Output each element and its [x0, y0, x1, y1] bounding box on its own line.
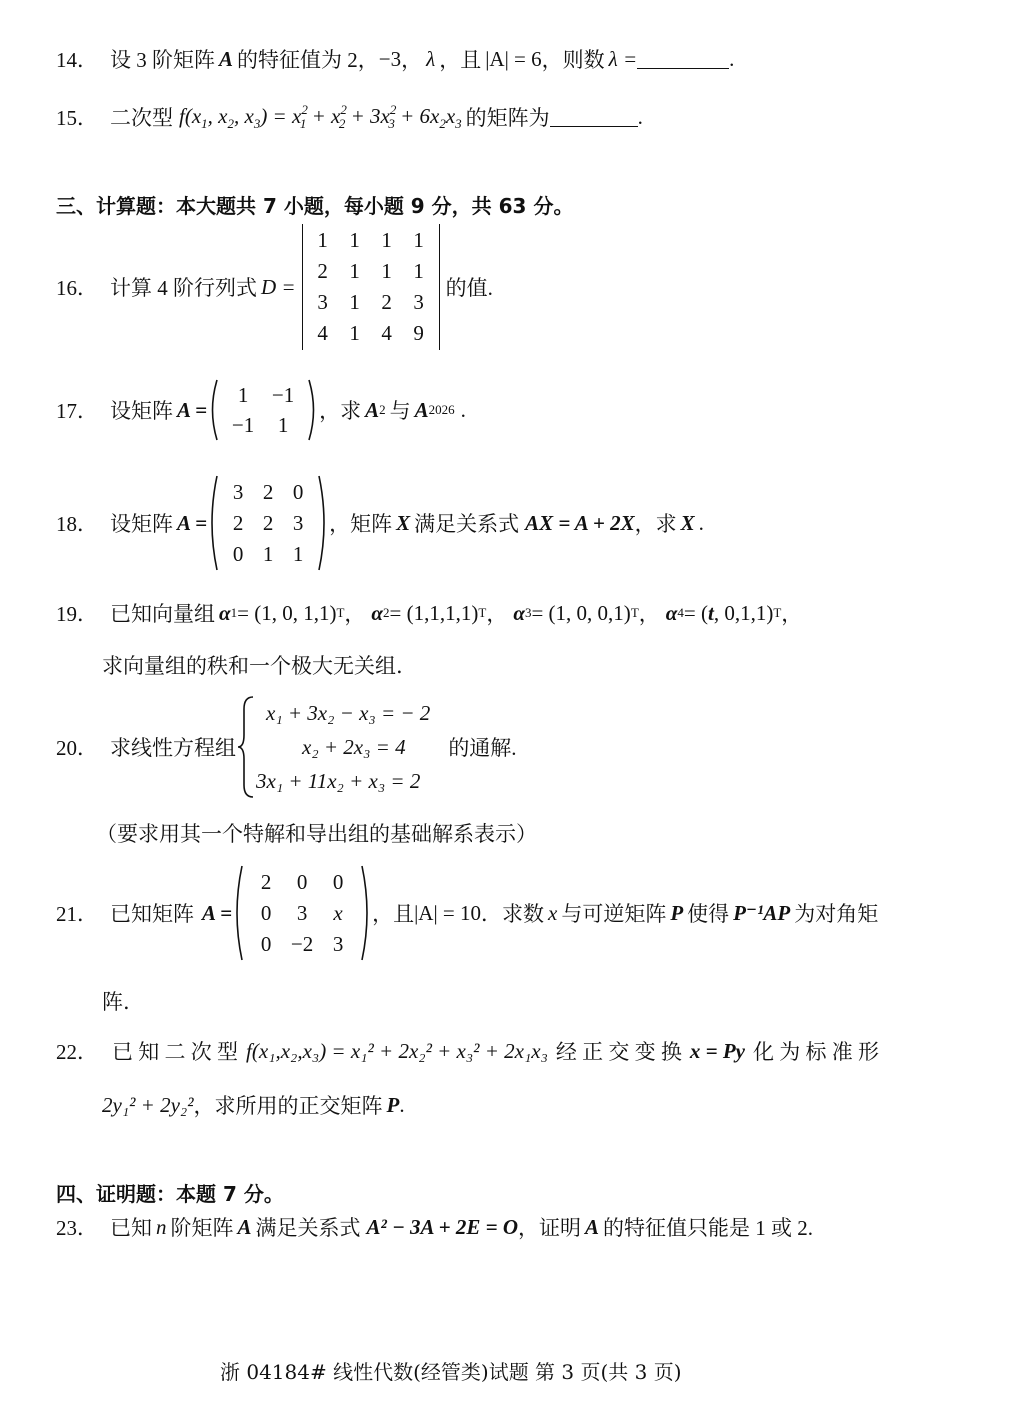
question-21: 21． 已知矩阵 A = 2 0 0 0 3 x 0 −2 3 ，且 |A| = 10 ．求数 x 与可逆矩阵 P 使得 P⁻¹AP 为对角矩	[56, 864, 878, 962]
right-paren	[317, 474, 329, 572]
right-paren	[307, 378, 319, 442]
right-paren	[360, 864, 372, 962]
question-21-line2: 阵.	[102, 990, 130, 1014]
left-paren	[207, 474, 219, 572]
equation-system: x₁ + 3x₂ − x₃ = − 2 x₂ + 2x₃ = 4 3x₁ + 11x₂ + x₃ = 2	[256, 701, 431, 793]
left-paren	[232, 864, 244, 962]
matrix-3x3: 3 2 0 2 2 3 0 1 1	[232, 479, 304, 566]
determinant-bar-right	[439, 224, 440, 350]
section-3-heading: 三、计算题：本大题共 7 小题，每小题 9 分，共 63 分。	[56, 194, 574, 218]
left-brace	[236, 695, 256, 799]
question-22-line2: 2y₁² + 2y₂² ，求所用的正交矩阵 P .	[102, 1092, 405, 1118]
question-23: 23． 已知 n 阶矩阵 A 满足关系式 A² − 3A + 2E = O ，证明 A 的特征值只能是 1 或 2.	[56, 1214, 814, 1240]
question-16: 16． 计算 4 阶行列式 D = 1 1 1 1 2 1 1 1 3 1 2 3 4 1 4 9 的值.	[56, 222, 493, 352]
question-20: 20． 求线性方程组 x₁ + 3x₂ − x₃ = − 2 x₂ + 2x₃ = 4 3x₁ + 11x₂ + x₃ = 2 的通解.	[56, 694, 517, 800]
question-17: 17． 设矩阵 A = 1 −1 −1 1 ，求 A 2 与 A 2026 .	[56, 378, 466, 442]
section-4-heading: 四、证明题：本题 7 分。	[56, 1182, 284, 1206]
quadratic-form: $f(x_1$, $x_2$, $x_3) = x^2_1 + x^2_2 + 3x^2_3 + 6x_2x_3$	[179, 102, 462, 131]
question-22: 22． 已 知 二 次 型 f(x₁,x₂,x₃) = x₁² + 2x₂² + x₃² + 2x₁x₃ 经 正 交 变 换 x = Py 化 为 标 准 形	[56, 1038, 879, 1064]
question-19-line2: 求向量组的秩和一个极大无关组.	[102, 654, 403, 678]
determinant-bar-left	[302, 224, 303, 350]
left-paren	[207, 378, 219, 442]
answer-blank	[637, 50, 729, 69]
page-footer: 浙 04184# 线性代数(经管类)试题 第 3 页(共 3 页)	[220, 1360, 682, 1384]
question-20-note: （要求用其一个特解和导出组的基础解系表示）	[96, 822, 537, 846]
question-18: 18． 设矩阵 A = 3 2 0 2 2 3 0 1 1 ，矩阵 X 满足关系式 AX = A + 2X ，求 X .	[56, 474, 704, 572]
matrix-2x2: 1 −1 −1 1	[231, 383, 295, 437]
question-15: 15． 二次型 $f(x_1$, $x_2$, $x_3) = x^2_1 + x^2_2 + 3x^2_3 + 6x_2x_3$ 的矩阵为 .	[56, 102, 643, 131]
question-19: 19． 已知向量组 α 1 = (1, 0, 1,1) T ， α 2 = (1,1,1,1) T ， α 3 = (1, 0, 0,1) T ， α 4 = ( t , 0,1,1) T ，	[56, 600, 803, 626]
question-14: 14． 设 3 阶矩阵 A 的特征值为 2， −3 ， λ ，且 |A| = 6 ，则数 λ = .	[56, 46, 735, 72]
matrix-3x3: 2 0 0 0 3 x 0 −2 3	[260, 869, 344, 956]
determinant-matrix: 1 1 1 1 2 1 1 1 3 1 2 3 4 1 4 9	[317, 228, 424, 345]
answer-blank	[550, 108, 638, 127]
